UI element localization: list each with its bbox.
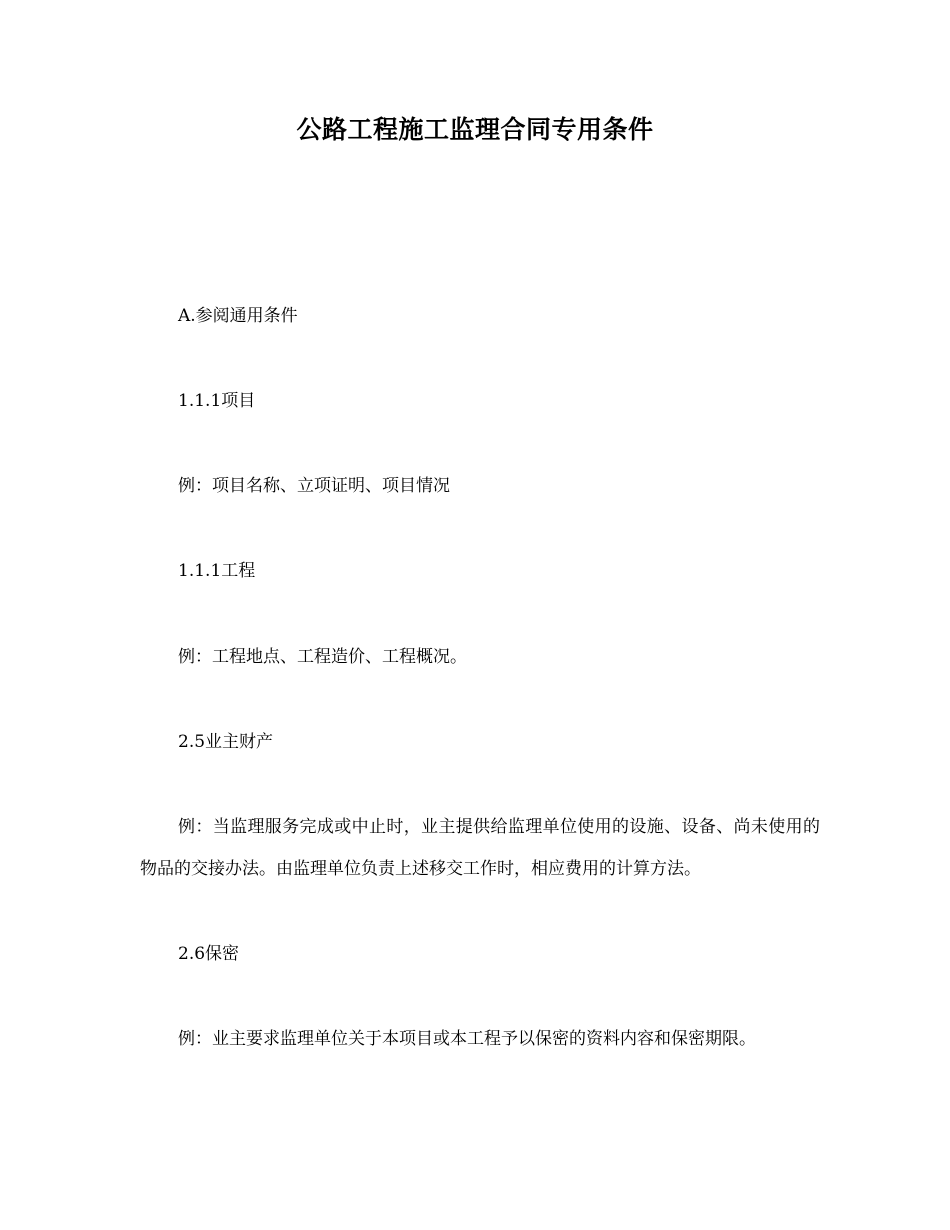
- clause-confidentiality-example: 例：业主要求监理单位关于本项目或本工程予以保密的资料内容和保密期限。: [178, 1029, 756, 1049]
- clause-1-1-1-project: 1.1.1项目: [178, 391, 256, 411]
- clause-owner-property-example: 例：当监理服务完成或中止时，业主提供给监理单位使用的设施、设备、尚未使用的物品的交接办法。由监理单位负责上述移交工作时，相应费用的计算方法。: [140, 817, 820, 879]
- clause-2-6-confidentiality: 2.6保密: [178, 944, 240, 964]
- document-title: 公路工程施工监理合同专用条件: [296, 115, 654, 144]
- clause-works-example: 例：工程地点、工程造价、工程概况。: [178, 647, 467, 667]
- clause-1-1-1-works: 1.1.1工程: [178, 561, 256, 581]
- clause-project-example: 例：项目名称、立项证明、项目情况: [178, 476, 450, 496]
- section-reference-general-conditions: A.参阅通用条件: [178, 306, 298, 326]
- clause-2-5-owner-property: 2.5业主财产: [178, 732, 274, 752]
